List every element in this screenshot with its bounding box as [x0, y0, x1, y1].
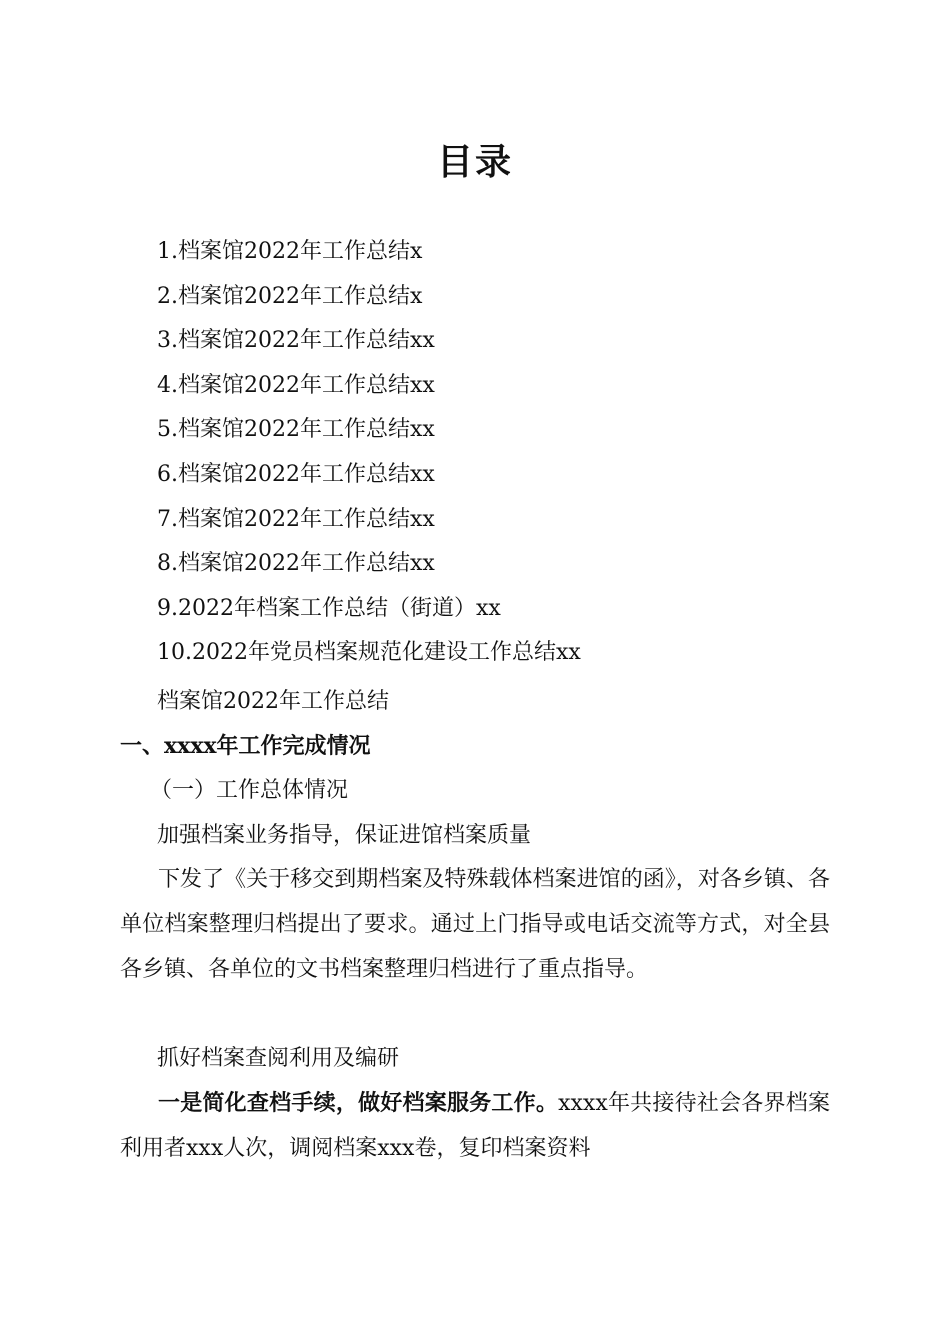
page-title: 目录: [436, 141, 513, 183]
toc-item-5[interactable]: 5.档案馆2022年工作总结xx: [157, 417, 435, 443]
toc-item-4[interactable]: 4.档案馆2022年工作总结xx: [157, 372, 435, 398]
toc-item-8[interactable]: 8.档案馆2022年工作总结xx: [157, 551, 435, 577]
paragraph-1: 下发了《关于移交到期档案及特殊载体档案进馆的函》，对各乡镇、各单位档案整理归档提出了要求。通过上门指导或电话交流等方式，对全县各乡镇、各单位的文书档案整理归档进行了重点指导。: [120, 867, 830, 982]
paragraph-2-lead: 一是简化查档手续，做好档案服务工作。: [158, 1090, 559, 1116]
toc-item-9[interactable]: 9.2022年档案工作总结（街道）xx: [157, 595, 501, 621]
toc-item-2[interactable]: 2.档案馆2022年工作总结x: [157, 283, 423, 309]
toc-item-10[interactable]: 10.2022年党员档案规范化建设工作总结xx: [157, 640, 581, 666]
document-title: 档案馆2022年工作总结: [157, 689, 389, 714]
toc-item-6[interactable]: 6.档案馆2022年工作总结xx: [157, 461, 435, 487]
item-heading-2: 抓好档案查阅利用及编研: [157, 1046, 400, 1071]
subsection-heading: （一）工作总体情况: [150, 778, 349, 803]
toc-item-1[interactable]: 1.档案馆2022年工作总结x: [157, 239, 423, 264]
table-of-contents: [157, 230, 837, 676]
toc-item-3[interactable]: 3.档案馆2022年工作总结xx: [157, 328, 435, 354]
section-heading: 一、xxxx年工作完成情况: [120, 733, 371, 759]
paragraph-2: [120, 1081, 830, 1171]
item-heading-1: 加强档案业务指导，保证进馆档案质量: [157, 823, 532, 848]
paragraph-2-body: xxxx年共接待社会各界档案利用者xxx人次，调阅档案xxx卷，复印档案资料: [120, 1091, 830, 1161]
toc-item-7[interactable]: 7.档案馆2022年工作总结xx: [157, 506, 435, 532]
